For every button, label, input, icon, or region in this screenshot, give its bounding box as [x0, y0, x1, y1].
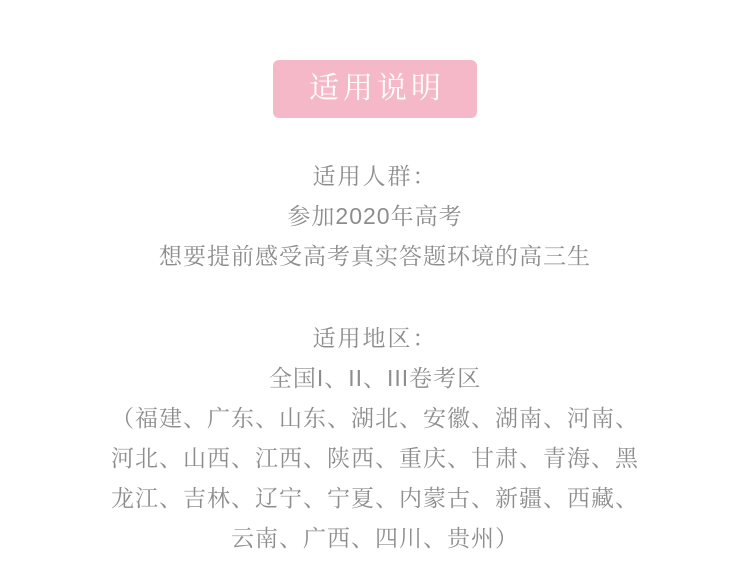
region-section [0, 318, 750, 558]
section-badge: 适用说明 [273, 60, 477, 118]
region-line-3: 河北、山西、江西、陕西、重庆、甘肃、青海、黑 [111, 445, 639, 471]
audience-heading: 适用人群： [312, 163, 438, 189]
region-line-2: （福建、广东、山东、湖北、安徽、湖南、河南、 [111, 405, 639, 431]
audience-section [0, 156, 750, 276]
audience-line-1: 参加2020年高考 [287, 203, 463, 229]
region-heading: 适用地区： [312, 325, 438, 351]
region-line-1: 全国I、II、III卷考区 [268, 365, 482, 391]
region-line-4: 龙江、吉林、辽宁、宁夏、内蒙古、新疆、西藏、 [111, 485, 639, 511]
audience-line-2: 想要提前感受高考真实答题环境的高三生 [159, 243, 591, 269]
region-line-5: 云南、广西、四川、贵州） [231, 525, 519, 551]
